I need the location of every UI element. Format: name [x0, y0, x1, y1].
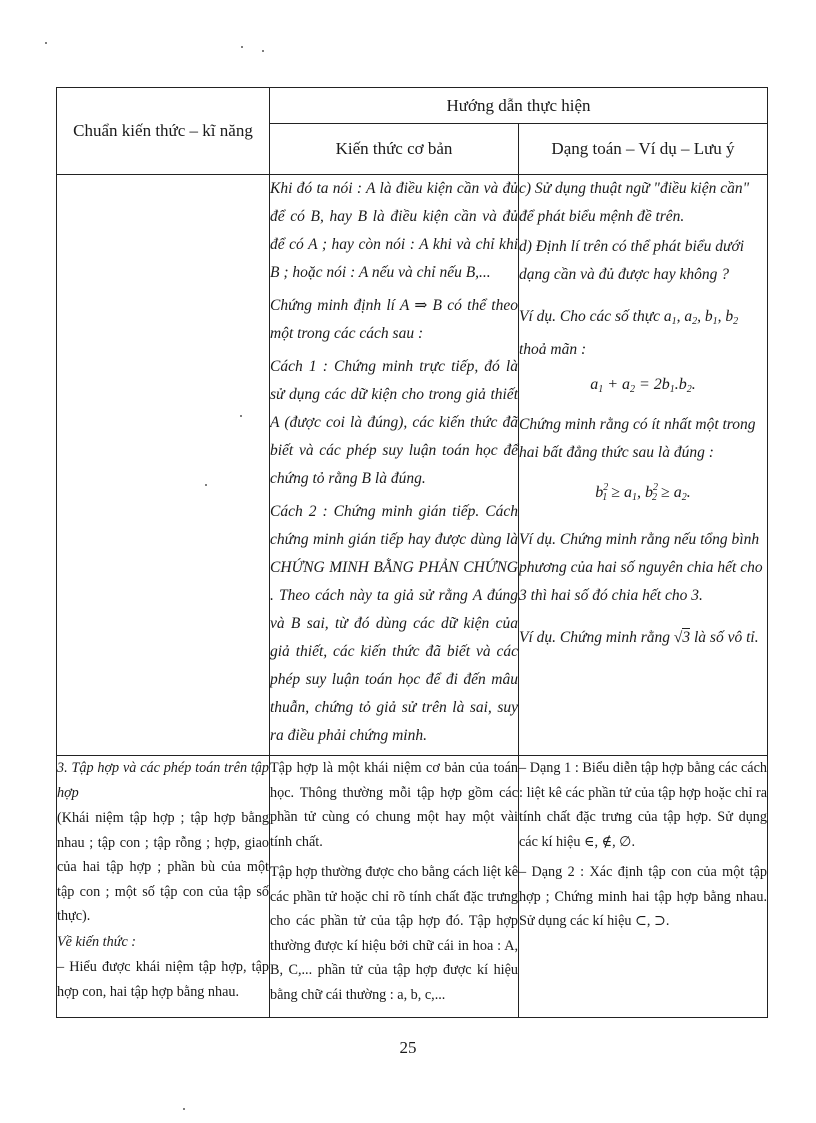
sqrt-symbol: √ — [673, 629, 683, 646]
paragraph: Khi đó ta nói : A là điều kiện cần và đủ để có B, hay B là điều kiện cần và đủ để có A ; hay còn nói : A khi và chỉ khi B ; hoặc nói : A nếu và chỉ nếu B,... — [270, 180, 518, 281]
paragraph: Chứng minh định lí A ⇒ B có thể theo một trong các cách sau : — [270, 297, 518, 342]
cell-standard-sets — [57, 756, 270, 1018]
paragraph: Tập hợp là một khái niệm cơ bản của toán học. Thông thường mỗi tập hợp gồm các phần tử cùng có chung một hay một vài tính chất. — [270, 760, 518, 850]
paragraph: – Dạng 2 : Xác định tập con của một tập hợp ; Chứng minh hai tập hợp bằng nhau. Sử dụng các kí hiệu ⊂, ⊃. — [519, 864, 767, 929]
header-guide: Hướng dẫn thực hiện — [270, 88, 768, 124]
scan-speck — [183, 1108, 185, 1110]
paragraph: – Dạng 1 : Biểu diễn tập hợp bằng các cách : liệt kê các phần tử của tập hợp hoặc chỉ ra tính chất đặc trưng của tập hợp. Sử dụng các kí hiệu ∈, ∉, ∅. — [519, 760, 767, 850]
cell-standard-empty — [57, 175, 270, 756]
table-row — [57, 756, 768, 1018]
example-reals: Ví dụ. Cho các số thực $a_1$, $a_2$, $b_1$, $b_2$ thoả mãn : — [519, 308, 739, 358]
header-basic-knowledge: Kiến thức cơ bản — [270, 124, 519, 175]
header-problem-types: Dạng toán – Ví dụ – Lưu ý — [519, 124, 768, 175]
formula-inequalities: $b^2_1 \ge a_1$, $b^2_2 \ge a_2$. — [595, 482, 691, 503]
paragraph: d) Định lí trên có thể phát biểu dưới dạng cần và đủ được hay không ? — [519, 238, 745, 283]
paragraph: Tập hợp thường được cho bằng cách liệt kê các phần tử hoặc chỉ rõ tính chất đặc trưng cho các phần tử của tập hợp đó. Tập hợp thường được kí hiệu bởi chữ cái in hoa : A, B, C,... phần tử của tập hợp được kí hiệu bằng chữ cái thường : a, b, c,... — [270, 864, 518, 1003]
cell-basic-knowledge-sets — [270, 756, 519, 1018]
section-title: 3. Tập hợp và các phép toán trên tập hợp — [57, 760, 269, 801]
header-standard: Chuẩn kiến thức – kĩ năng — [57, 88, 270, 175]
page-number: 25 — [399, 1038, 417, 1057]
example-sqrt: Ví dụ. Chứng minh rằng √3 là số vô tỉ. — [519, 629, 759, 646]
scan-speck — [241, 46, 243, 48]
cell-examples — [519, 175, 768, 756]
formula-sum: $a_1 + a_2 = 2b_1.b_2$. — [590, 376, 696, 395]
paragraph: – Hiểu được khái niệm tập hợp, tập hợp con, hai tập hợp bằng nhau. — [57, 959, 269, 1000]
paragraph: Cách 2 : Chứng minh gián tiếp. Cách chứng minh gián tiếp hay được dùng là CHỨNG MINH BẰNG PHẢN CHỨNG . Theo cách này ta giả sử rằng A đúng và B sai, từ đó dùng các dữ kiện của giả thiết, các kiến thức đã biết và các phép suy luận toán học để đi đến mâu thuẫn, chứng tỏ giả sử trên là sai, suy ra điều phải chứng minh. — [270, 503, 518, 744]
paragraph: Chứng minh rằng có ít nhất một trong hai bất đẳng thức sau là đúng : — [519, 416, 756, 461]
curriculum-table — [56, 87, 768, 1018]
table-row — [57, 175, 768, 756]
paragraph: c) Sử dụng thuật ngữ "điều kiện cần" để phát biểu mệnh đề trên. — [519, 180, 750, 225]
cell-basic-knowledge — [270, 175, 519, 756]
subheading: Về kiến thức : — [57, 933, 137, 950]
scan-speck — [45, 42, 47, 44]
cell-examples-sets — [519, 756, 768, 1018]
paragraph: Cách 1 : Chứng minh trực tiếp, đó là sử dụng các dữ kiện cho trong giả thiết A (được coi là đúng), các kiến thức đã biết và các phép suy luận toán học để chứng tỏ rằng B là đúng. — [270, 358, 518, 487]
scan-speck — [262, 50, 264, 52]
paragraph: (Khái niệm tập hợp ; tập hợp bằng nhau ; tập con ; tập rỗng ; hợp, giao của hai tập hợp ; phần bù của một tập con ; một số tập con của tập số thực). — [57, 810, 269, 924]
paragraph: Ví dụ. Chứng minh rằng nếu tổng bình phương của hai số nguyên chia hết cho 3 thì hai số đó chia hết cho 3. — [519, 531, 763, 604]
